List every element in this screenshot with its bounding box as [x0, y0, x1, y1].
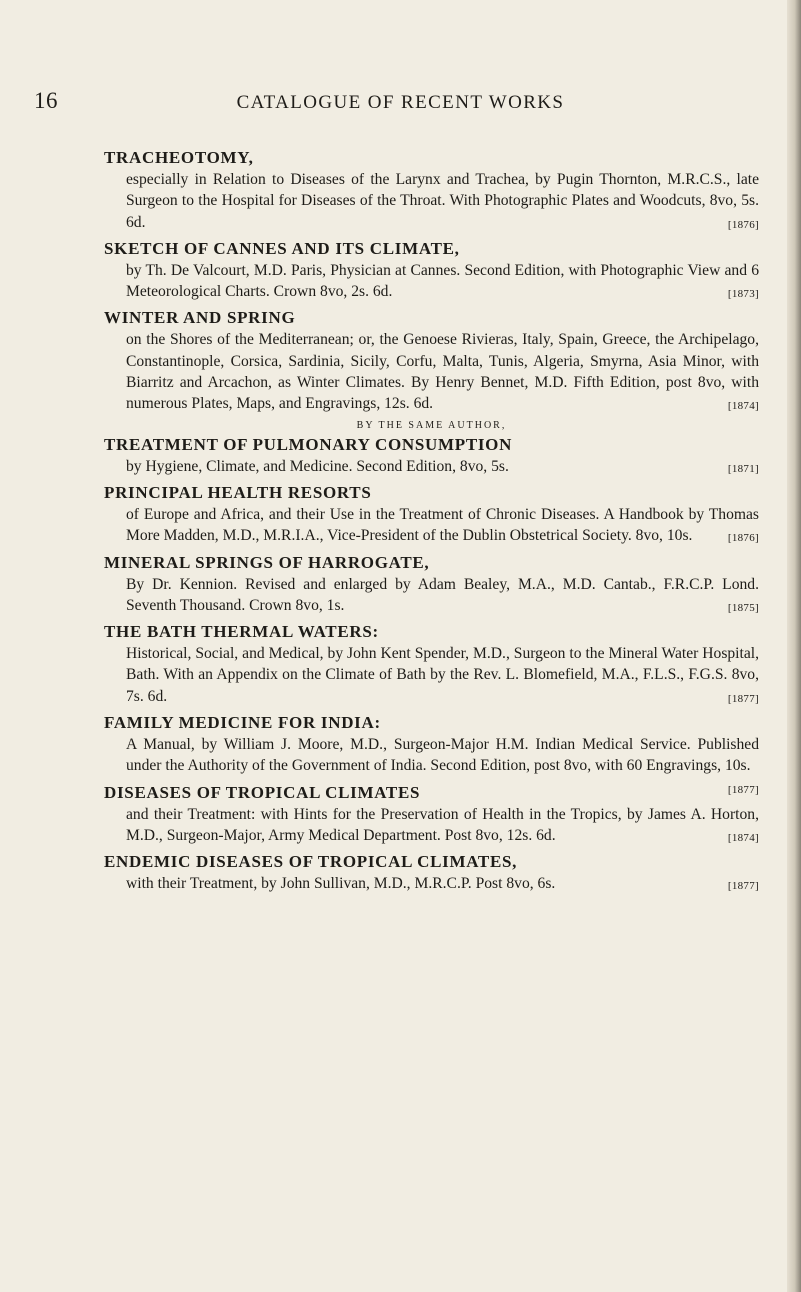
entry-description-text: Historical, Social, and Medical, by John Kent Spender, M.D., Surgeon to the Mineral Water Hospital, Bath. With an Appendix on the Climate of Bath by the Rev. L. Blomefield, M.A., F.L.S., F.G.S. 8vo, 7s. 6d. [126, 645, 759, 705]
entry-description-text: A Manual, by William J. Moore, M.D., Surgeon-Major H.M. Indian Medical Service. Published under the Authority of the Government of India. Second Edition, post 8vo, with 60 Engravings, 10s. [126, 736, 759, 775]
catalogue-entry [104, 306, 759, 414]
entry-description [126, 643, 759, 707]
entry-date: [1877] [727, 692, 759, 705]
catalogue-entry [104, 481, 759, 547]
catalogue-entry [104, 237, 759, 303]
entry-title: TREATMENT OF PULMONARY CONSUMPTION [104, 434, 513, 454]
entry-description [126, 456, 759, 477]
catalogue-entry [104, 620, 759, 707]
entry-date: [1875] [727, 601, 759, 614]
entry-date: [1874] [727, 831, 759, 844]
entry-title: SKETCH OF CANNES AND ITS CLIMATE, [104, 238, 460, 258]
entry-description-text: by Th. De Valcourt, M.D. Paris, Physician at Cannes. Second Edition, with Photographic View and 6 Meteorological Charts. Crown 8vo, 2s. 6d. [126, 261, 759, 301]
entry-description-text: on the Shores of the Mediterranean; or, the Genoese Rivieras, Italy, Spain, Greece, the Archipelago, Constantinople, Corsica, Sardinia, Sicily, Corfu, Malta, Tunis, Algeria, Smyrna, Asia Minor, with Biarritz and Arcachon, as Winter Climates. By Henry Bennet, M.D. Fifth Edition, post 8vo, with numerous Plates, Maps, and Engravings, 12s. 6d. [126, 331, 759, 413]
entry-title: WINTER AND SPRING [104, 308, 296, 328]
entry-description-text: by Hygiene, Climate, and Medicine. Second Edition, 8vo, 5s. [126, 457, 509, 475]
page-header [0, 88, 801, 128]
entry-title: THE BATH THERMAL WATERS: [104, 622, 379, 642]
running-title: CATALOGUE OF RECENT WORKS [236, 92, 565, 113]
entry-date: [1877] [727, 783, 759, 796]
entry-description-text: By Dr. Kennion. Revised and enlarged by Adam Bealey, M.A., M.D. Cantab., F.R.C.P. Lond. Seventh Thousand. Crown 8vo, 1s. [126, 575, 759, 614]
entry-description [126, 574, 759, 617]
by-same-author-note: BY THE SAME AUTHOR, [356, 419, 507, 431]
catalogue-entry [104, 433, 759, 477]
catalogue-entry [104, 781, 759, 847]
entry-date: [1873] [727, 288, 759, 301]
entry-description [126, 804, 759, 847]
entry-description [126, 873, 759, 894]
entry-title: DISEASES OF TROPICAL CLIMATES [104, 782, 421, 802]
entry-title: FAMILY MEDICINE FOR INDIA: [104, 713, 381, 733]
entry-date: [1877] [727, 880, 759, 893]
entry-description [126, 329, 759, 414]
entry-description-text: with their Treatment, by John Sullivan, M.D., M.R.C.P. Post 8vo, 6s. [126, 875, 556, 893]
entry-title: ENDEMIC DISEASES OF TROPICAL CLIMATES, [104, 852, 518, 872]
page-edge-shadow [787, 0, 801, 1292]
entry-description-text: especially in Relation to Diseases of the Larynx and Trachea, by Pugin Thornton, M.R.C.S., late Surgeon to the Hospital for Diseases of the Throat. With Photographic Plates and Woodcuts, 8vo, 5s. 6d. [126, 171, 759, 231]
entry-date: [1874] [727, 400, 759, 413]
entry-description [126, 504, 759, 547]
catalogue-entry [104, 146, 759, 233]
page-number: 16 [34, 88, 58, 113]
entry-description [126, 260, 759, 303]
entry-title: PRINCIPAL HEALTH RESORTS [104, 482, 372, 502]
entry-description [126, 169, 759, 233]
entry-title: TRACHEOTOMY, [104, 148, 254, 167]
catalogue-entry [104, 850, 759, 894]
entry-date: [1871] [727, 462, 759, 475]
entry-description-text: of Europe and Africa, and their Use in the Treatment of Chronic Diseases. A Handbook by Thomas More Madden, M.D., M.R.I.A., Vice-President of the Dublin Obstetrical Society. 8vo, 10s. [126, 505, 759, 545]
entry-date: [1876] [727, 218, 759, 231]
catalogue-entry [104, 551, 759, 617]
entry-description-text: and their Treatment: with Hints for the Preservation of Health in the Tropics, by James A. Horton, M.D., Surgeon-Major, Army Medical Department. Post 8vo, 12s. 6d. [126, 805, 759, 844]
entry-title: MINERAL SPRINGS OF HARROGATE, [104, 552, 430, 572]
entry-date: [1876] [727, 532, 759, 545]
catalogue-list [104, 146, 759, 899]
